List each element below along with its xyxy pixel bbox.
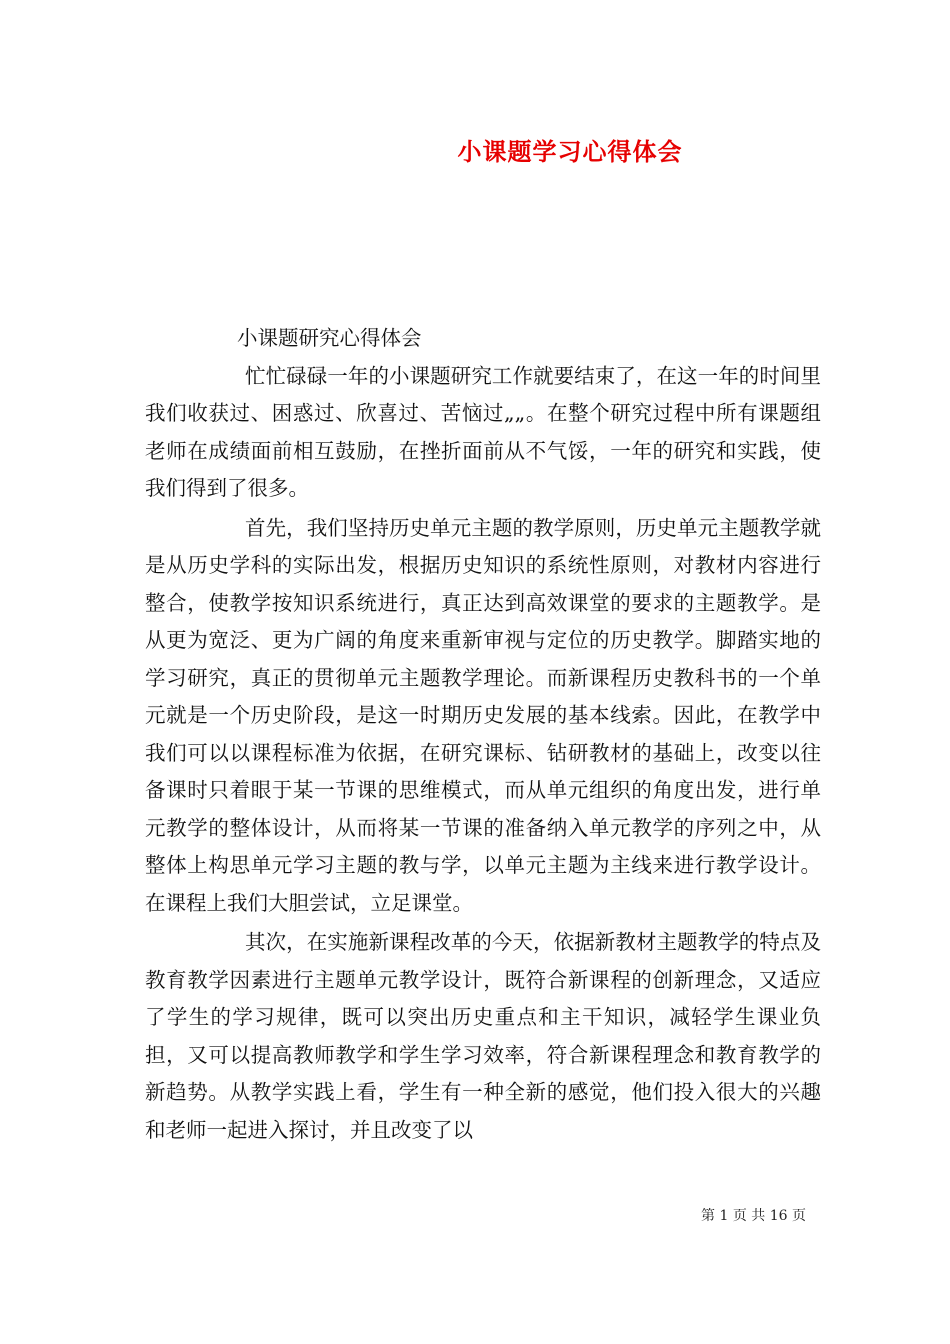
document-subtitle: 小课题研究心得体会 xyxy=(237,326,422,350)
document-body xyxy=(145,320,821,1151)
paragraph-intro: 忙忙碌碌一年的小课题研究工作就要结束了，在这一年的时间里我们收获过、困惑过、欣喜过、苦恼过„„。在整个研究过程中所有课题组老师在成绩面前相互鼓励，在挫折面前从不气馁，一年的研究和实践，使我们得到了很多。 xyxy=(145,363,821,500)
paragraph-first: 首先，我们坚持历史单元主题的教学原则，历史单元主题教学就是从历史学科的实际出发，根据历史知识的系统性原则，对教材内容进行整合，使教学按知识系统进行，真正达到高效课堂的要求的主题教学。是从更为宽泛、更为广阔的角度来重新审视与定位的历史教学。脚踏实地的学习研究，真正的贯彻单元主题教学理论。而新课程历史教科书的一个单元就是一个历史阶段，是这一时期历史发展的基本线索。因此，在教学中我们可以以课程标准为依据，在研究课标、钻研教材的基础上，改变以往备课时只着眼于某一节课的思维模式，而从单元组织的角度出发，进行单元教学的整体设计，从而将某一节课的准备纳入单元教学的序列之中，从整体上构思单元学习主题的教与学，以单元主题为主线来进行教学设计。在课程上我们大胆尝试，立足课堂。 xyxy=(145,515,821,915)
document-title: 小课题学习心得体会 xyxy=(457,137,683,166)
page-number: 第 1 页 共 16 页 xyxy=(701,1208,806,1224)
paragraph-second: 其次，在实施新课程改革的今天，依据新教材主题教学的特点及教育教学因素进行主题单元教学设计，既符合新课程的创新理念，又适应了学生的学习规律，既可以突出历史重点和主干知识，减轻学生课业负担，又可以提高教师教学和学生学习效率，符合新课程理念和教育教学的新趋势。从教学实践上看，学生有一种全新的感觉，他们投入很大的兴趣和老师一起进入探讨，并且改变了以 xyxy=(145,930,821,1142)
